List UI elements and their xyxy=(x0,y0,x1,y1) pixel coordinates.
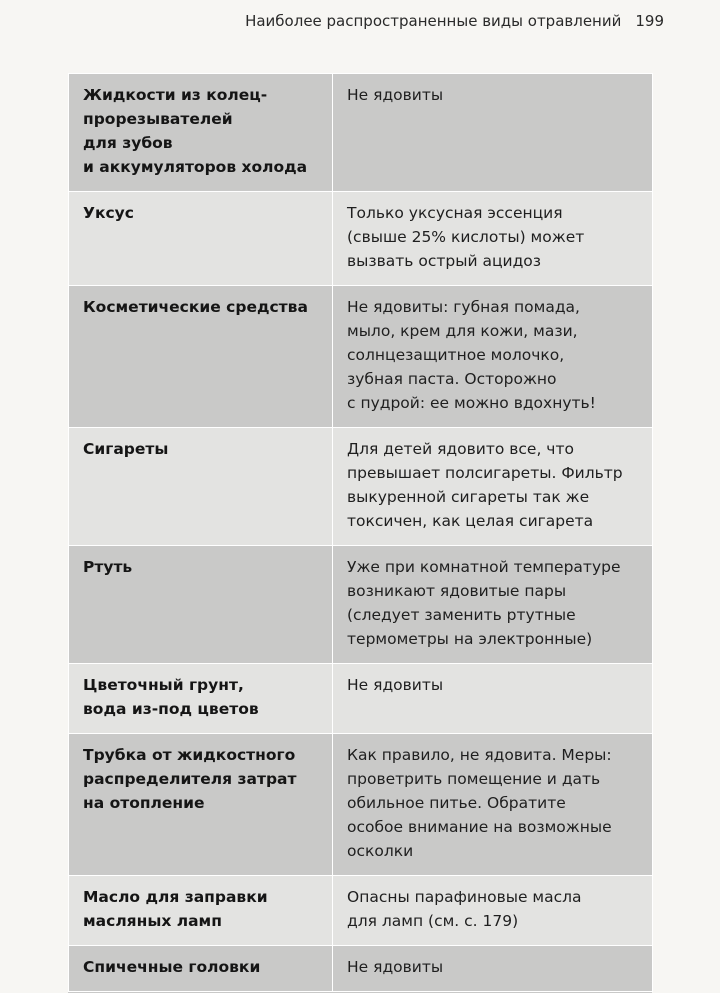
table-row xyxy=(69,546,653,664)
row-term: Уксус xyxy=(69,192,333,286)
row-term: Жидкости из колец- прорезывателей для зубов и аккумуляторов холода xyxy=(69,74,333,192)
poisons-table-container xyxy=(68,73,652,993)
table-row xyxy=(69,876,653,946)
poisons-table xyxy=(68,73,653,992)
row-term: Ртуть xyxy=(69,546,333,664)
table-row xyxy=(69,286,653,428)
row-term: Масло для заправки масляных ламп xyxy=(69,876,333,946)
table-row xyxy=(69,734,653,876)
row-description: Для детей ядовито все, что превышает полсигареты. Фильтр выкуренной сигареты так же токсичен, как целая сигарета xyxy=(333,428,653,546)
running-head-title: Наиболее распространенные виды отравлений xyxy=(245,12,622,30)
page-number: 199 xyxy=(635,12,664,30)
table-row xyxy=(69,946,653,992)
row-description: Только уксусная эссенция (свыше 25% кислоты) может вызвать острый ацидоз xyxy=(333,192,653,286)
table-row xyxy=(69,192,653,286)
row-term: Спичечные головки xyxy=(69,946,333,992)
row-description: Как правило, не ядовита. Меры: проветрить помещение и дать обильное питье. Обратите особое внимание на возможные осколки xyxy=(333,734,653,876)
row-description: Опасны парафиновые масла для ламп (см. с. 179) xyxy=(333,876,653,946)
table-row xyxy=(69,664,653,734)
running-head xyxy=(0,12,664,30)
row-term: Косметические средства xyxy=(69,286,333,428)
row-description: Не ядовиты xyxy=(333,664,653,734)
row-description: Не ядовиты: губная помада, мыло, крем для кожи, мази, солнцезащитное молочко, зубная паста. Осторожно с пудрой: ее можно вдохнуть! xyxy=(333,286,653,428)
row-term: Сигареты xyxy=(69,428,333,546)
row-description: Не ядовиты xyxy=(333,946,653,992)
table-row xyxy=(69,74,653,192)
row-description: Уже при комнатной температуре возникают ядовитые пары (следует заменить ртутные термометры на электронные) xyxy=(333,546,653,664)
row-term: Трубка от жидкостного распределителя затрат на отопление xyxy=(69,734,333,876)
row-term: Цветочный грунт, вода из-под цветов xyxy=(69,664,333,734)
row-description: Не ядовиты xyxy=(333,74,653,192)
table-row xyxy=(69,428,653,546)
